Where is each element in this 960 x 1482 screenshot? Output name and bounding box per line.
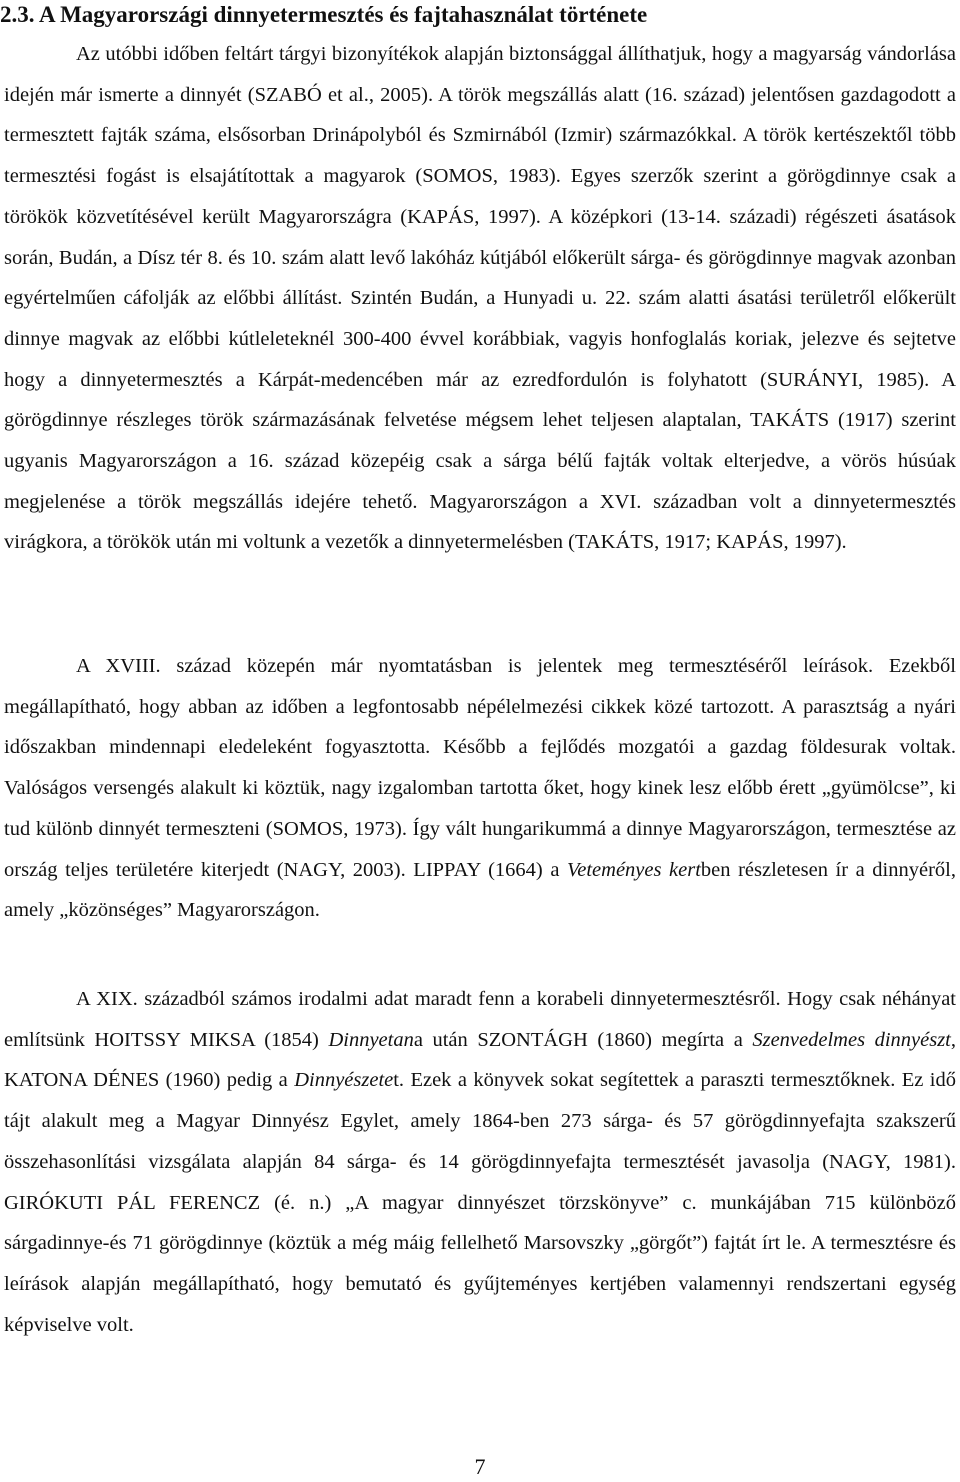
paragraph-1: [4, 34, 956, 563]
paragraph-3-text-c: , KATONA DÉNES (1960) pedig a: [4, 1028, 957, 1092]
paragraph-2: [4, 646, 956, 931]
book-title-vetemenyes-kert: Veteményes kert: [567, 858, 701, 881]
paragraph-3: [4, 979, 956, 1345]
paragraph-1-text: Az utóbbi időben feltárt tárgyi bizonyítékok alapján biztonsággal állíthatjuk, hogy a magyarság vándorlása idején már ismerte a dinnyét (SZABÓ et al., 2005). A török megszállás alatt (16. század) jelentősen gazdagodott a termesztett fajták száma, elsősorban Drinápolyból és Szmirnából (Izmir) származókkal. A török kertészektől több termesztési fogást is elsajátítottak a magyarok (SOMOS, 1983). Egyes szerzők szerint a görögdinnye csak a törökök közvetítésével került Magyarországra (KAPÁS, 1997). A középkori (13-14. századi) régészeti ásatások során, Budán, a Dísz tér 8. és 10. szám alatt levő lakóház kútjából előkerült sárga- és görögdinnye magvak azonban egyértelműen cáfolják az előbbi állítást. Szintén Budán, a Hunyadi u. 22. szám alatti ásatási területről előkerült dinnye magvak az előbbi kútleleteknél 300-400 évvel korábbiak, vagyis honfoglalás koriak, jelezve és sejtetve hogy a dinnyetermesztés a Kárpát-medencében már az ezredfordulón is folyhatott (SURÁNYI, 1985). A görögdinnye részleges török származásának felvetése mégsem lehet teljesen alaptalan, TAKÁTS (1917) szerint ugyanis Magyarországon a 16. század közepéig csak a sárga bélű fajták voltak elterjedve, a vörös húsúak megjelenése a török megszállás idejére tehető. Magyarországon a XVI. században volt a dinnyetermesztés virágkora, a törökök után mi voltunk a vezetők a dinnyetermelésben (TAKÁTS, 1917; KAPÁS, 1997).: [4, 43, 956, 554]
paragraph-2-text-a: A XVIII. század közepén már nyomtatásban is jelentek meg termesztéséről leírások. Ezekből megállapítható, hogy abban az időben a legfontosabb népélelmezési cikkek közé tartozott. A parasztság a nyári időszakban mindennapi eledeleként fogyasztotta. Később a fejlődés mozgatói a gazdag földesurak voltak. Valóságos versengés alakult ki köztük, nagy izgalomban tartotta őket, hogy kinek lesz előbb érett „gyümölcse”, ki tud különb dinnyét termeszteni (SOMOS, 1973). Így vált hungarikummá a dinnye Magyarországon, termesztése az ország teljes területére kiterjedt (NAGY, 2003). LIPPAY (1664) a: [4, 655, 956, 881]
paragraph-3-text-a: A XIX. századból számos irodalmi adat maradt fenn a korabeli dinnyetermesztésről. Hogy csak néhányat említsünk HOITSSY MIKSA (1854): [4, 988, 956, 1051]
section-heading: 2.3. A Magyarországi dinnyetermesztés és fajtahasználat története: [0, 2, 648, 27]
paragraph-3-text-b: a után SZONTÁGH (1860) megírta a: [413, 1028, 753, 1051]
book-title-dinnyetan: Dinnyetan: [328, 1028, 414, 1051]
book-title-szenvedelmes-dinnyeszt: Szenvedelmes dinnyészt: [752, 1028, 951, 1051]
page-number: 7: [474, 1454, 486, 1479]
book-title-dinnyeszet: Dinnyészete: [294, 1069, 394, 1092]
paragraph-2-text-b: ben részletesen ír a dinnyéről, amely „közönséges” Magyarországon.: [4, 858, 956, 922]
paragraph-3-text-d: t. Ezek a könyvek sokat segítettek a paraszti termesztőknek. Ez idő tájt alakult meg a Magyar Dinnyész Egylet, amely 1864-ben 273 sárga- és 57 görögdinnyefajta szakszerű összehasonlítási vizsgálata alapján 84 sárga- és 14 görögdinnyefajta termesztését javasolja (NAGY, 1981). GIRÓKUTI PÁL FERENCZ (é. n.) „A magyar dinnyészet törzskönyve” c. munkájában 715 különböző sárgadinnye-és 71 görögdinnye (köztük a még máig fellelhető Marsovszky „görgőt”) fajtát írt le. A termesztésre és leírások alapján megállapítható, hogy bemutató és gyűjteményes kertjében valamennyi rendszertani egység képviselve volt.: [4, 1069, 956, 1336]
